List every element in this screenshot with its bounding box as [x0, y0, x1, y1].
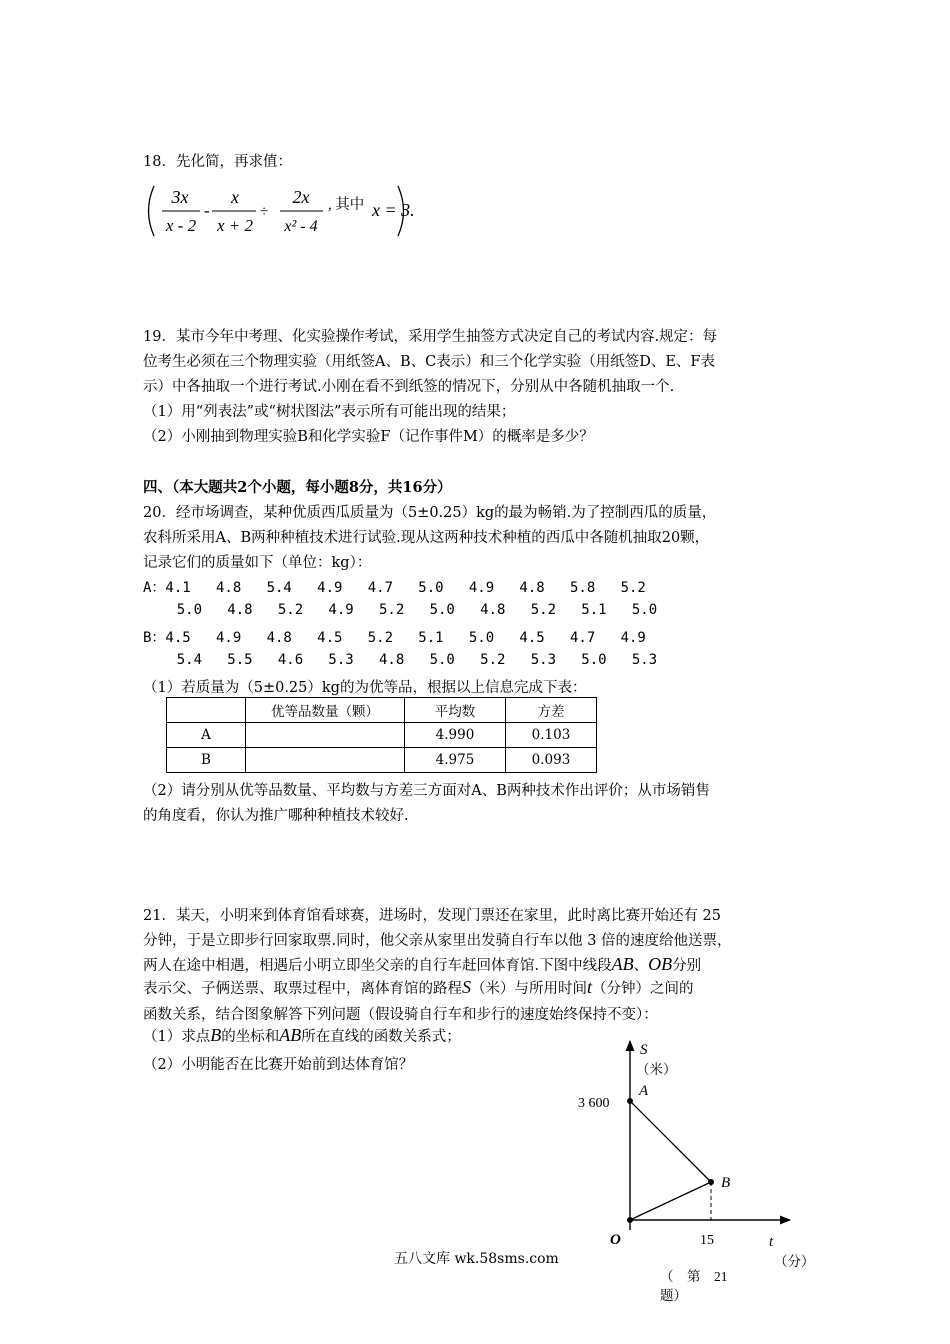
- q18-den1: x - 2: [165, 216, 197, 235]
- q19-sub1: （1）用“列表法”或“树状图法”表示所有可能出现的结果；: [143, 404, 516, 420]
- origin-label: O: [610, 1232, 621, 1248]
- q18-den2: x + 2: [216, 216, 254, 235]
- q21-seg-ab: AB: [611, 954, 634, 974]
- q21-line5: 函数关系，结合图象解答下列问题（假设骑自行车和步行的速度始终保持不变）：: [143, 1007, 658, 1023]
- q21-sub2: （2）小明能否在比赛开始前到达体育馆？: [143, 1057, 414, 1073]
- q18-num2: x: [231, 187, 239, 207]
- q20-line1: 20．经市场调查，某种优质西瓜质量为（5±0.25）kg的最为畅销.为了控制西瓜的质量，: [143, 505, 717, 521]
- q21-line1: 21．某天，小明来到体育馆看球赛，进场时，发现门票还在家里，此时离比赛开始还有 25: [143, 908, 722, 924]
- table-cell: B: [167, 748, 246, 773]
- table-header-cell: 优等品数量（颗）: [246, 698, 405, 723]
- figure-caption-line2: 题）: [660, 1288, 687, 1303]
- q21-sub1c: 所在直线的函数关系式；: [301, 1029, 461, 1045]
- table-cell: 0.093: [506, 748, 597, 773]
- q21-line4b: （米）与所用时间: [471, 981, 587, 997]
- q19-line3: 示）中各抽取一个进行考试.小刚在看不到纸签的情况下，分别从中各随机抽取一个.: [143, 379, 675, 395]
- q18-condition: x = 3.: [372, 200, 415, 220]
- q19-line2: 位考生必须在三个物理实验（用纸签A、B、C表示）和三个化学实验（用纸签D、E、F表: [143, 354, 715, 370]
- q18-div: ÷: [260, 204, 269, 220]
- q21-line4: [143, 977, 694, 998]
- q21-sub1b: 的坐标和: [221, 1029, 280, 1045]
- q21-line3: [143, 954, 701, 975]
- q21-line2: 分钟，于是立即步行回家取票.同时，他父亲从家里出发骑自行车以他 3 倍的速度给他送票，: [143, 933, 732, 949]
- q20-data-b-row2: 5.4 5.5 4.6 5.3 4.8 5.0 5.2 5.3 5.0 5.3: [143, 652, 658, 668]
- y-value-label: 3 600: [578, 1096, 610, 1111]
- q18-where: , 其中: [328, 197, 365, 213]
- footer-watermark: 五八文库 wk.58sms.com: [394, 1251, 559, 1267]
- q20-data-a-row1: A：4.1 4.8 5.4 4.9 4.7 5.0 4.9 4.8 5.8 5.2: [143, 580, 646, 596]
- segment-ab: [630, 1101, 711, 1182]
- q21-sub1a: （1）求点: [143, 1029, 211, 1045]
- origin-dot: [627, 1217, 633, 1223]
- q21-line3-end: 分别: [672, 958, 702, 974]
- section-4-heading: 四、（本大题共2个小题，每小题8分，共16分）: [143, 479, 452, 496]
- q20-quality-table: [166, 697, 597, 773]
- q21-line4c: （分钟）之间的: [592, 981, 694, 997]
- y-unit-label: （米）: [636, 1062, 677, 1077]
- q20-line3: 记录它们的质量如下（单位：kg）：: [143, 555, 372, 571]
- q18-den3: x² - 4: [284, 218, 318, 235]
- q21-var-t: t: [587, 977, 593, 997]
- x-value-label: 15: [700, 1233, 714, 1248]
- q19-line1: 19．某市今年中考理、化实验操作考试，采用学生抽签方式决定自己的考试内容.规定：每: [143, 329, 718, 345]
- point-b-dot: [708, 1179, 714, 1185]
- table-cell-blank: [246, 748, 405, 773]
- x-unit-label: （分）: [774, 1254, 815, 1269]
- q20-data-a-row2: 5.0 4.8 5.2 4.9 5.2 5.0 4.8 5.2 5.1 5.0: [143, 602, 658, 618]
- table-row: [167, 723, 597, 748]
- q20-sub2-line1: （2）请分别从优等品数量、平均数与方差三方面对A、B两种技术作出评价；从市场销售: [143, 783, 710, 799]
- figure-caption-line1: （ 第 21: [660, 1269, 728, 1284]
- y-axis-label: S: [640, 1042, 648, 1058]
- point-a-label: A: [639, 1083, 649, 1099]
- q21-point-b: B: [210, 1025, 222, 1045]
- table-cell-blank: [246, 723, 405, 748]
- q21-seg-ab-2: AB: [279, 1025, 302, 1045]
- q21-line3-text: 两人在途中相遇，相遇后小明立即坐父亲的自行车赶回体育馆.下图中线段: [143, 958, 612, 974]
- table-cell: 0.103: [506, 723, 597, 748]
- point-b-label: B: [721, 1175, 731, 1191]
- table-header-cell: 平均数: [405, 698, 506, 723]
- table-header-cell: [167, 698, 246, 723]
- q21-var-s: S: [462, 977, 471, 997]
- q19-sub2: （2）小刚抽到物理实验B和化学实验F（记作事件M）的概率是多少？: [143, 429, 594, 445]
- q18-title: 18．先化简，再求值：: [143, 154, 292, 170]
- q18-num1: 3x: [171, 187, 189, 207]
- segment-ob: [630, 1182, 711, 1220]
- q21-seg-ob: OB: [648, 954, 673, 974]
- q18-num3: 2x: [292, 187, 310, 207]
- table-row: [167, 748, 597, 773]
- table-header-cell: 方差: [506, 698, 597, 723]
- q20-data-b-row1: B：4.5 4.9 4.8 4.5 5.2 5.1 5.0 4.5 4.7 4.9: [143, 630, 646, 646]
- point-a-dot: [627, 1098, 633, 1104]
- table-cell: A: [167, 723, 246, 748]
- table-cell: 4.990: [405, 723, 506, 748]
- q20-line2: 农科所采用A、B两种种植技术进行试验.现从这两种技术种植的西瓜中各随机抽取20颗，: [143, 530, 710, 546]
- q21-line4a: 表示父、子俩送票、取票过程中，离体育馆的路程: [143, 981, 462, 997]
- table-cell: 4.975: [405, 748, 506, 773]
- q18-minus: -: [204, 201, 210, 220]
- q21-sub1: [143, 1025, 461, 1046]
- table-header-row: [167, 698, 597, 723]
- x-axis-label: t: [769, 1234, 774, 1250]
- q21-separator: 、: [633, 958, 649, 974]
- q20-sub1: （1）若质量为（5±0.25）kg的为优等品，根据以上信息完成下表：: [143, 680, 587, 696]
- q21-graph: [560, 1035, 820, 1305]
- q20-sub2-line2: 的角度看，你认为推广哪种种植技术较好.: [143, 808, 409, 824]
